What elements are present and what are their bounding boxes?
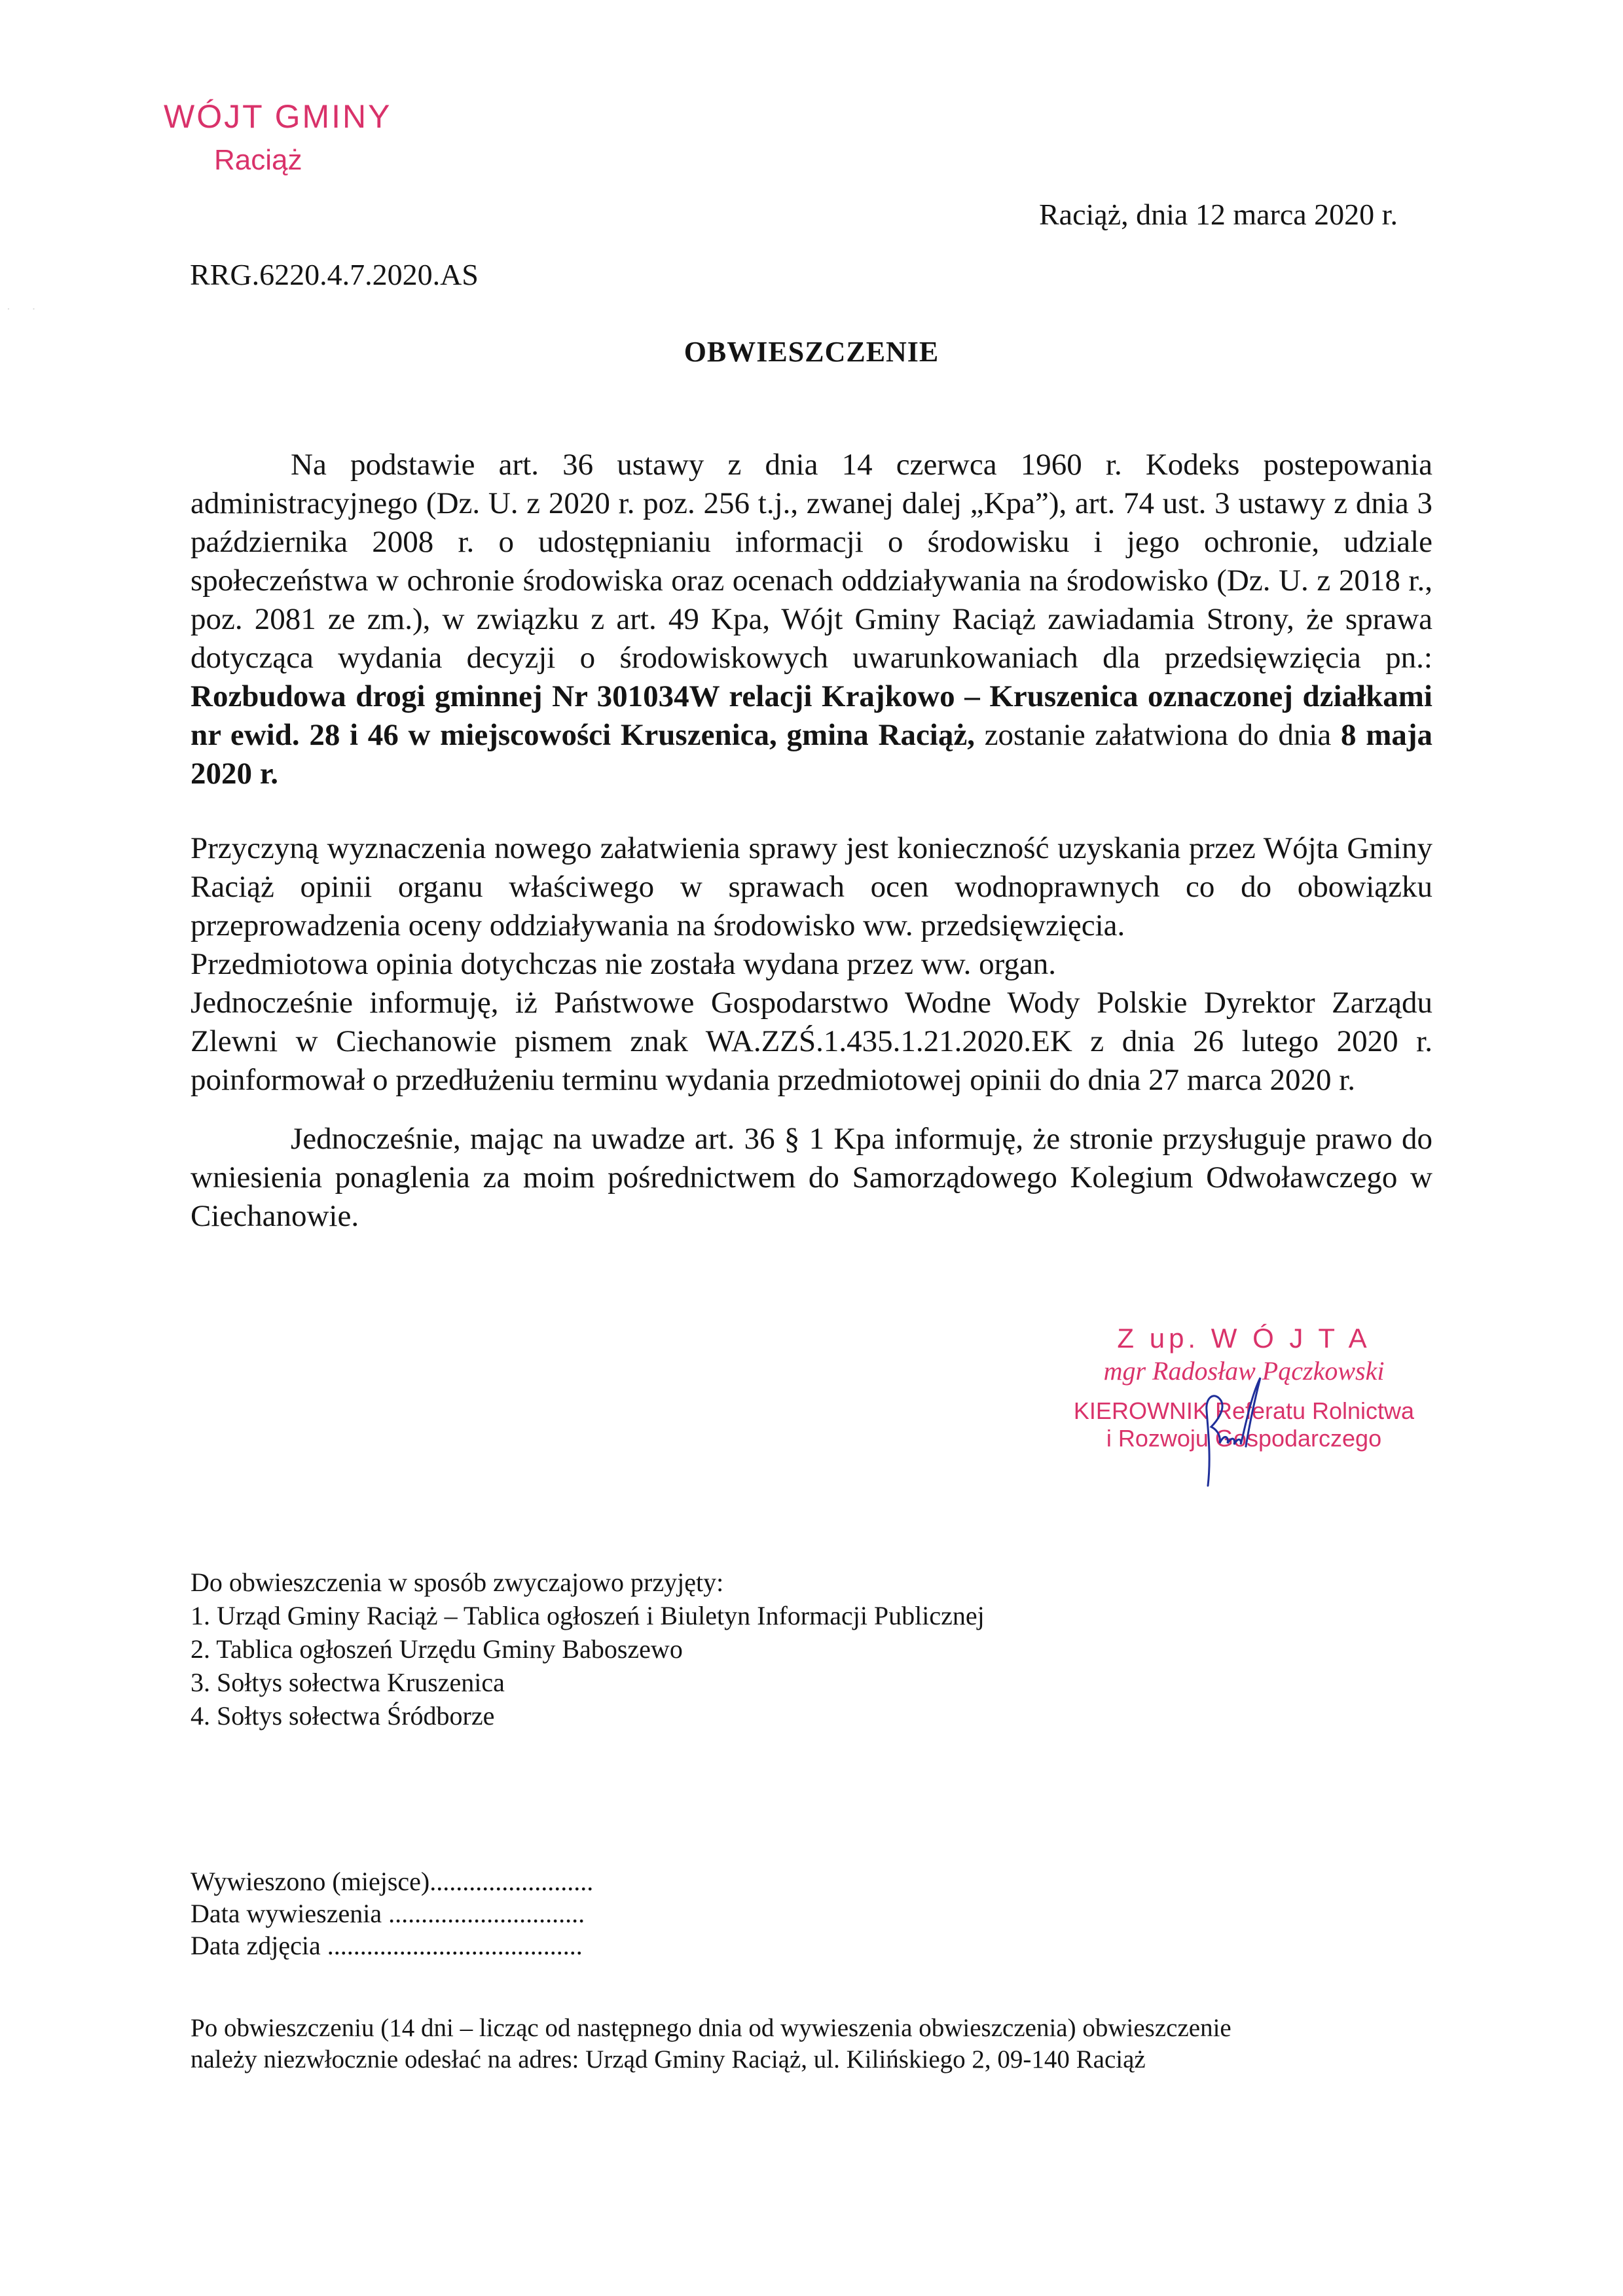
posting-place-field bbox=[191, 1865, 593, 1897]
signature-stamp-line1: Z up. W Ó J T A bbox=[1117, 1323, 1371, 1354]
reference-number: RRG.6220.4.7.2020.AS bbox=[190, 258, 479, 291]
distribution-item: 1. Urząd Gminy Raciąż – Tablica ogłoszeń i Biuletyn Informacji Publicznej bbox=[191, 1601, 985, 1630]
signature-stamp-department: i Rozwoju Gospodarczego bbox=[1106, 1425, 1382, 1452]
paragraph-2: Przyczyną wyznaczenia nowego załatwienia sprawy jest konieczność uzyskania przez Wójta Gminy Raciąż opinii organu właściwego w sprawach ocen wodnoprawnych co do obowiązku przeprowadzenia oceny oddziaływania na środowisko ww. przedsięwzięcia. bbox=[191, 831, 1432, 942]
document-title: OBWIESZCZENIE bbox=[684, 336, 939, 368]
project-name: Rozbudowa drogi gminnej Nr 301034W relacji Krajkowo – Kruszenica oznaczonej działkami nr ewid. 28 i 46 w miejscowości Kruszenica, gmina Raciąż, bbox=[191, 679, 1432, 752]
place-date: Raciąż, dnia 12 marca 2020 r. bbox=[1039, 198, 1398, 231]
posting-place-blank: ......................... bbox=[429, 1867, 594, 1896]
p1-text: Na podstawie art. 36 ustawy z dnia 14 czerwca 1960 r. Kodeks postepowania administracyjnego (Dz. U. z 2020 r. poz. 256 t.j., zwanej dalej „Kpa”), art. 74 ust. 3 ustawy z dnia 3 października 2008 r. o udostępnianiu informacji o środowisku i jego ochronie, udziale społeczeństwa w ochronie środowiska oraz ocenach oddziaływania na środowisko (Dz. U. z 2018 r., poz. 2081 ze zm.), w związku z art. 49 Kpa, Wójt Gminy Raciąż zawiadamia Strony, że sprawa dotycząca wydania decyzji o środowiskowych uwarunkowaniach dla przedsięwzięcia pn.: bbox=[191, 448, 1432, 675]
distribution-item: 3. Sołtys sołectwa Kruszenica bbox=[191, 1668, 505, 1697]
posting-date-blank: .............................. bbox=[382, 1899, 585, 1928]
removal-date-label: Data zdjęcia bbox=[191, 1931, 321, 1960]
footer-note: Po obwieszczeniu (14 dni – licząc od następnego dnia od wywieszenia obwieszczenia) obwieszczenie należy niezwłocznie odesłać na adres: Urząd Gminy Raciąż, ul. Kilińskiego 2, 09-140 Raciąż bbox=[191, 2014, 1231, 2073]
signature-stamp-position: KIEROWNIK Referatu Rolnictwa bbox=[1073, 1397, 1415, 1424]
distribution-item: 2. Tablica ogłoszeń Urzędu Gminy Baboszewo bbox=[191, 1634, 683, 1664]
authority-stamp-subtitle: Raciąż bbox=[214, 144, 302, 176]
scan-artifact: · · bbox=[7, 302, 45, 315]
paragraph-5: Jednocześnie, mając na uwadze art. 36 § 1 Kpa informuję, że stronie przysługuje prawo do wniesienia ponaglenia za moim pośrednictwem do Samorządowego Kolegium Odwoławczego w Ciechanowie. bbox=[191, 1122, 1432, 1233]
paragraph-legal-basis bbox=[191, 446, 1432, 793]
paragraph-1 bbox=[191, 446, 1432, 793]
signature-stamp-name: mgr Radosław Pączkowski bbox=[1103, 1356, 1385, 1386]
removal-date-field bbox=[191, 1929, 593, 1962]
deadline-date: 8 maja 2020 r. bbox=[191, 718, 1432, 791]
posting-fields bbox=[191, 1865, 593, 1962]
paragraph-4: Jednocześnie informuję, iż Państwowe Gospodarstwo Wodne Wody Polskie Dyrektor Zarządu Zlewni w Ciechanowie pismem znak WA.ZZŚ.1.435.1.21.2020.EK z dnia 26 lutego 2020 r. poinformował o przedłużeniu terminu wydania przedmiotowej opinii do dnia 27 marca 2020 r. bbox=[191, 986, 1432, 1097]
paragraph-3: Przedmiotowa opinia dotychczas nie została wydana przez ww. organ. bbox=[191, 947, 1057, 981]
paragraph-reasons bbox=[191, 829, 1432, 1100]
distribution-item: 4. Sołtys sołectwa Śródborze bbox=[191, 1701, 495, 1731]
posting-date-field bbox=[191, 1897, 593, 1929]
removal-date-blank: ....................................... bbox=[320, 1931, 583, 1960]
posting-date-label: Data wywieszenia bbox=[191, 1899, 382, 1928]
handwritten-signature-icon bbox=[1188, 1371, 1267, 1489]
paragraph-appeal bbox=[191, 1120, 1432, 1236]
authority-stamp-title: WÓJT GMINY bbox=[164, 98, 392, 135]
posting-place-label: Wywieszono (miejsce) bbox=[191, 1867, 430, 1896]
distribution-heading: Do obwieszczenia w sposób zwyczajowo przyjęty: bbox=[191, 1568, 724, 1597]
distribution-list bbox=[191, 1566, 985, 1732]
p1-after: zostanie załatwiona do dnia bbox=[974, 718, 1341, 752]
